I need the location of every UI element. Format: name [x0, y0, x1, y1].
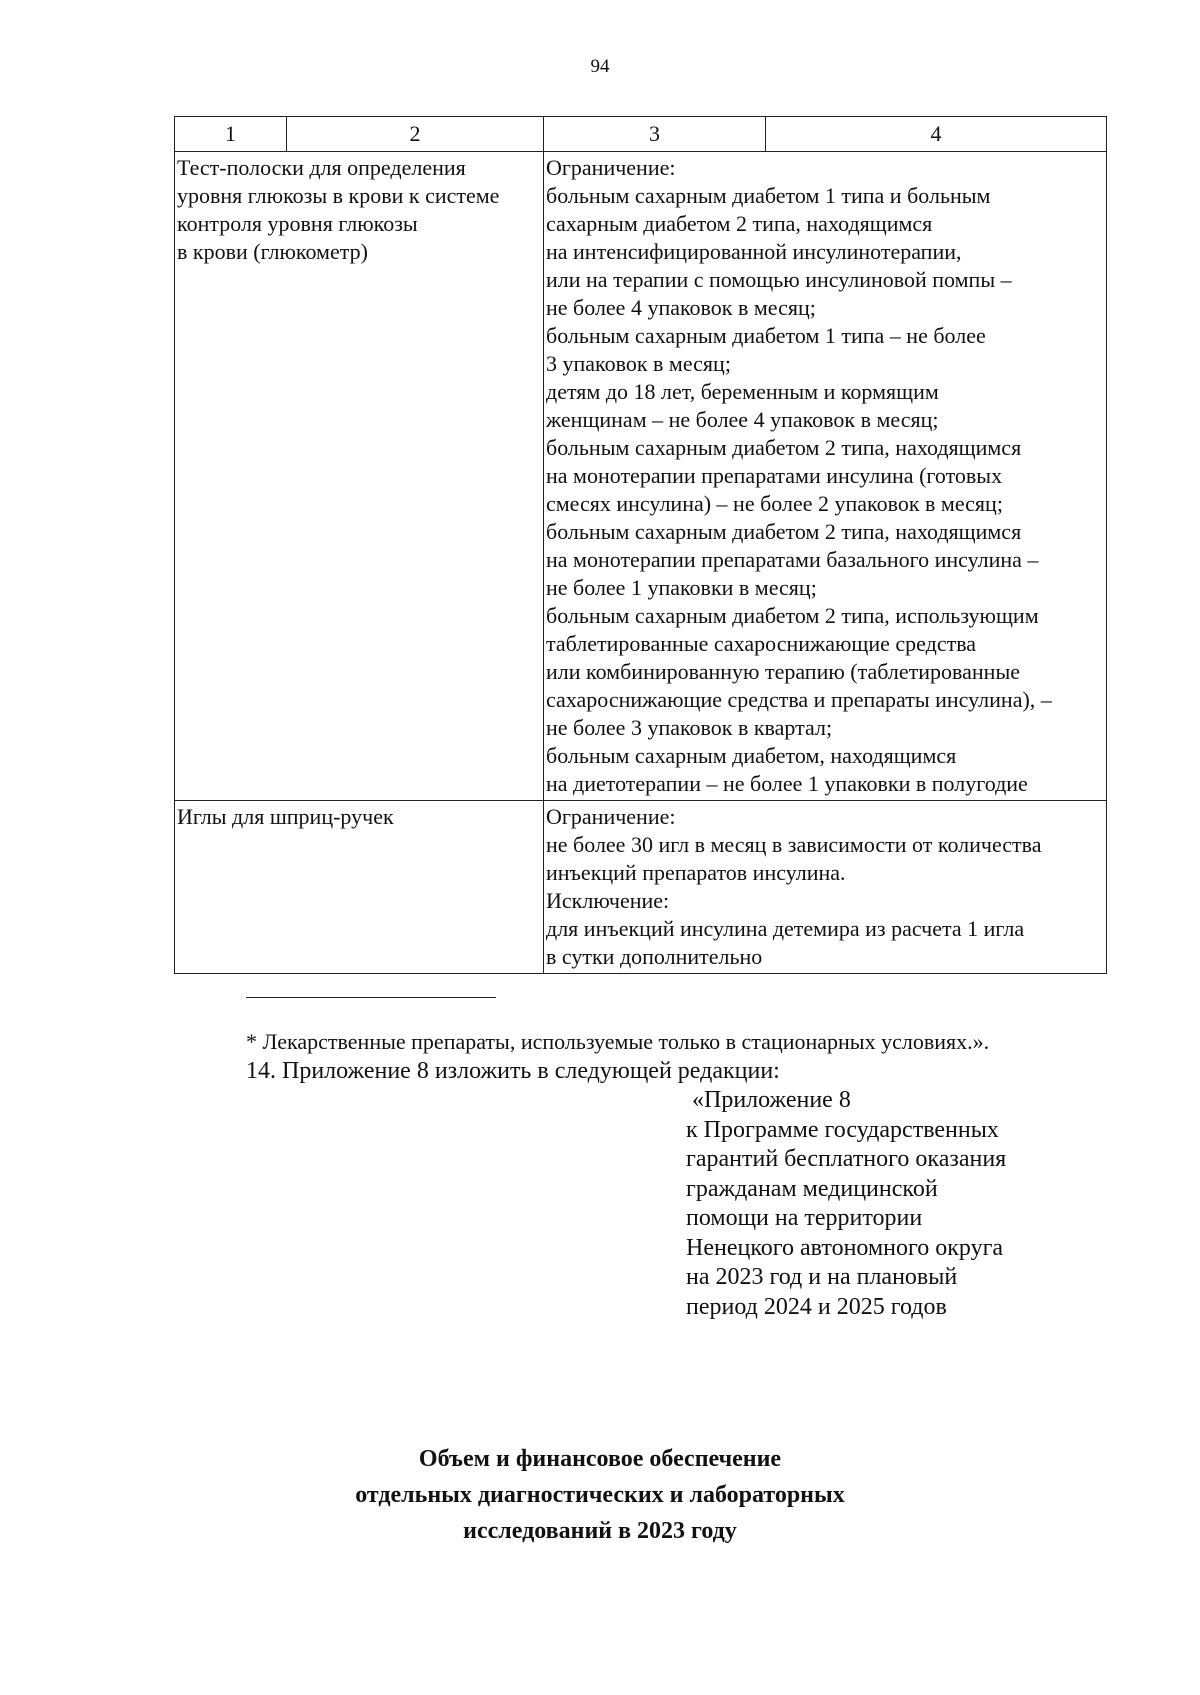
footnote: * Лекарственные препараты, используемые только в стационарных условиях.».: [246, 1029, 990, 1054]
header-cell: 2: [287, 117, 544, 152]
appendix-heading: [686, 1086, 1106, 1322]
title-line: исследований в 2023 году: [463, 1518, 737, 1544]
footnote-divider: [246, 997, 496, 998]
table-header-row: [175, 117, 1107, 152]
appendix-line: «Приложение 8: [692, 1087, 851, 1113]
document-title: [0, 1441, 1200, 1549]
appendix-line: гражданам медицинской: [686, 1175, 938, 1202]
appendix-line: период 2024 и 2025 годов: [686, 1293, 947, 1320]
appendix-line: на 2023 год и на плановый: [686, 1264, 958, 1290]
appendix-line: гарантий бесплатного оказания: [686, 1146, 1007, 1172]
condition-cell: Ограничение: больным сахарным диабетом 1 типа и больным сахарным диабетом 2 типа, находящимся на интенсифицированной инсулинотерапии, или на терапии с помощью инсулиновой помпы – не более 4 упаковок в месяц; больным сахарным диабетом 1 типа – не более 3 упаковок в месяц; детям до 18 лет, беременным и кормящим женщинам – не более 4 упаковок в месяц; больным сахарным диабетом 2 типа, находящимся на монотерапии препаратами инсулина (готовых смесях инсулина) – не более 2 упаковок в месяц; больным сахарным диабетом 2 типа, находящимся на монотерапии препаратами базального инсулина – не более 1 упаковки в месяц; больным сахарным диабетом 2 типа, использующим таблетированные сахароснижающие средства или комбинированную терапию (таблетированные сахароснижающие средства и препараты инсулина), – не более 3 упаковок в квартал; больным сахарным диабетом, находящимся на диетотерапии – не более 1 упаковки в полугодие: [544, 152, 1107, 801]
title-line: отдельных диагностических и лабораторных: [355, 1482, 845, 1508]
header-cell: 3: [544, 117, 766, 152]
item-cell: Тест-полоски для определения уровня глюкозы в крови к системе контроля уровня глюкозы в крови (глюкометр): [175, 152, 544, 801]
header-cell: 4: [766, 117, 1107, 152]
page-number: 94: [590, 56, 610, 77]
paragraph-item-14: 14. Приложение 8 изложить в следующей редакции:: [246, 1058, 780, 1084]
appendix-line: к Программе государственных: [686, 1116, 999, 1143]
appendix-line: помощи на территории: [686, 1205, 923, 1231]
condition-cell: Ограничение: не более 30 игл в месяц в зависимости от количества инъекций препаратов инсулина. Исключение: для инъекций инсулина детемира из расчета 1 игла в сутки дополнительно: [544, 801, 1107, 974]
drug-table: [174, 116, 1107, 974]
table-row: [175, 801, 1107, 974]
table-row: [175, 152, 1107, 801]
header-cell: 1: [175, 117, 287, 152]
title-line: Объем и финансовое обеспечение: [418, 1446, 782, 1472]
appendix-line: Ненецкого автономного округа: [686, 1234, 1004, 1261]
item-cell: Иглы для шприц-ручек: [175, 801, 544, 974]
